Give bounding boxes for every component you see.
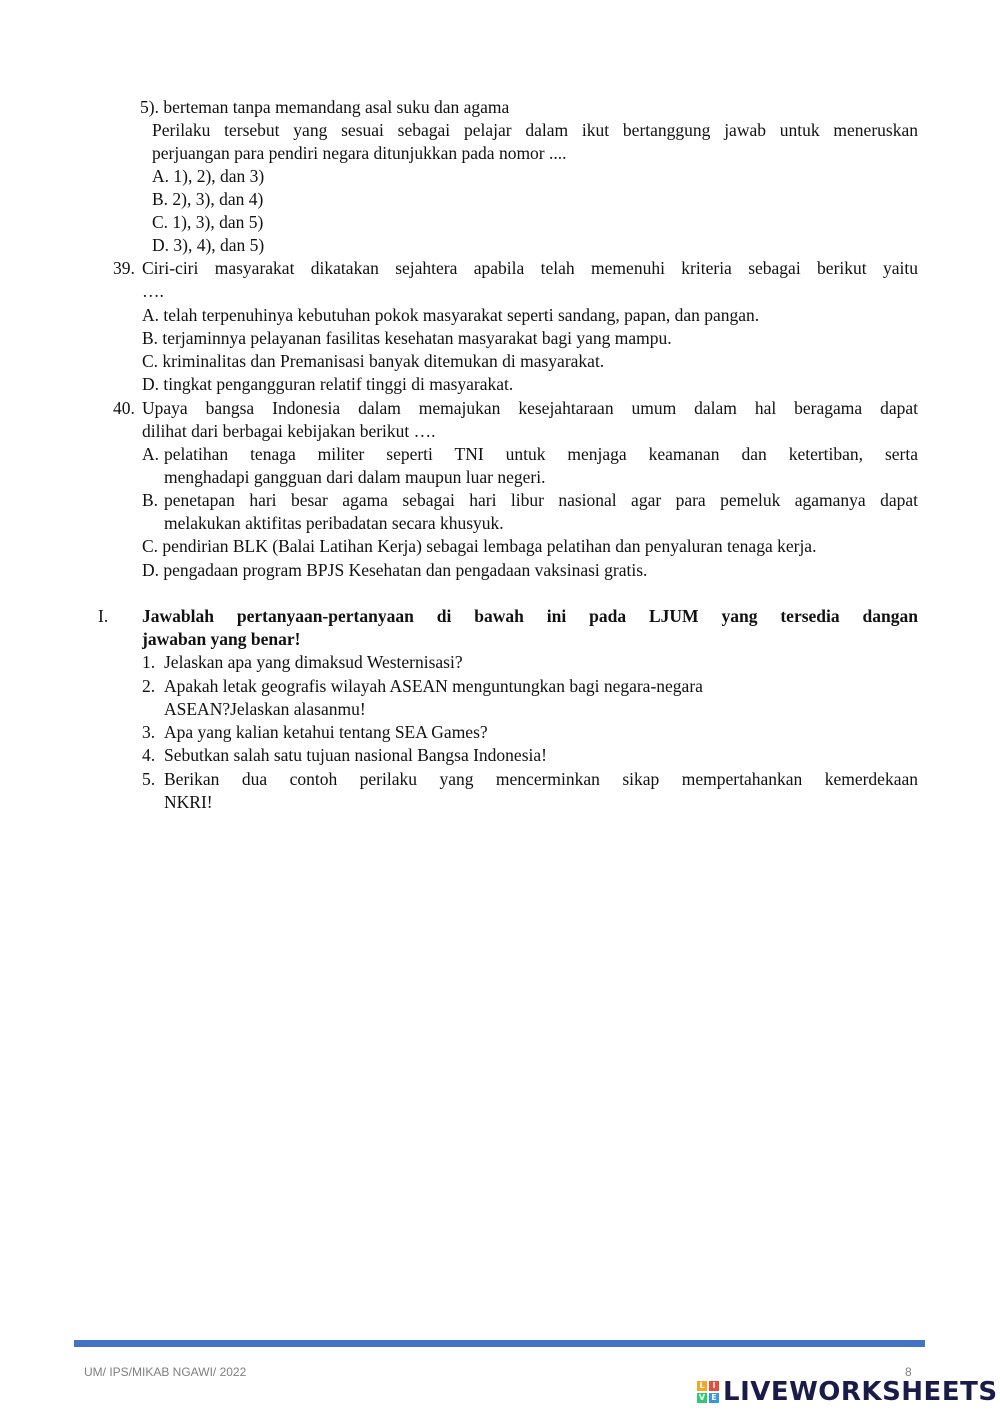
question-number-40: 40. (113, 398, 135, 418)
question-stem-line-2: perjuangan para pendiri negara ditunjukkan pada nomor .... (152, 143, 567, 163)
badge-letter-i: I (709, 1381, 719, 1391)
essay-number-4: 4. (142, 745, 156, 765)
badge-letter-e: E (709, 1393, 719, 1403)
essay-number-3: 3. (142, 722, 156, 742)
q39-option-a: A. telah terpenuhinya kebutuhan pokok masyarakat seperti sandang, papan, dan pangan. (142, 305, 760, 325)
question-stem-line-1: Perilaku tersebut yang sesuai sebagai pelajar dalam ikut bertanggung jawab untuk meneruskan (152, 120, 918, 140)
liveworksheets-badge-icon (697, 1381, 719, 1403)
footer-rule (74, 1340, 925, 1347)
option-c: C. 1), 3), dan 5) (152, 212, 264, 232)
badge-letter-l: L (697, 1381, 707, 1391)
section-title-line-2: jawaban yang benar! (142, 629, 301, 649)
q40-option-a-line-1: pelatihan tenaga militer seperti TNI untuk menjaga keamanan dan ketertiban, serta (164, 444, 918, 464)
q39-stem-line-1: Ciri-ciri masyarakat dikatakan sejahtera apabila telah memenuhi kriteria sebagai berikut yaitu (142, 258, 918, 278)
q39-option-d: D. tingkat pengangguran relatif tinggi di masyarakat. (142, 374, 514, 394)
footer-page-number: 8 (905, 1365, 912, 1379)
badge-letter-v: V (698, 1393, 706, 1402)
q40-option-d: D. pengadaan program BPJS Kesehatan dan pengadaan vaksinasi gratis. (142, 560, 648, 580)
essay-question-2-line-1: Apakah letak geografis wilayah ASEAN menguntungkan bagi negara-negara (164, 676, 703, 696)
essay-question-2-line-2: ASEAN?Jelaskan alasanmu! (164, 699, 366, 719)
q40-option-b-line-1: penetapan hari besar agama sebagai hari libur nasional agar para pemeluk agamanya dapat (164, 490, 918, 510)
statement-item-5: 5). berteman tanpa memandang asal suku dan agama (140, 97, 510, 117)
q40-option-b-line-2: melakukan aktifitas peribadatan secara khusyuk. (164, 513, 504, 533)
q40-stem-line-1: Upaya bangsa Indonesia dalam memajukan kesejahtaraan umum dalam hal beragama dapat (142, 398, 918, 418)
essay-question-1: Jelaskan apa yang dimaksud Westernisasi? (164, 652, 463, 672)
q39-option-c: C. kriminalitas dan Premanisasi banyak ditemukan di masyarakat. (142, 351, 605, 371)
essay-question-5-line-2: NKRI! (164, 792, 213, 812)
option-d: D. 3), 4), dan 5) (152, 235, 265, 255)
footer-document-code: UM/ IPS/MIKAB NGAWI/ 2022 (84, 1365, 247, 1379)
essay-question-4: Sebutkan salah satu tujuan nasional Bangsa Indonesia! (164, 745, 547, 765)
liveworksheets-wordmark: LIVEWORKSHEETS (723, 1376, 998, 1407)
essay-question-3: Apa yang kalian ketahui tentang SEA Games? (164, 722, 488, 742)
option-b: B. 2), 3), dan 4) (152, 189, 264, 209)
q39-option-b: B. terjaminnya pelayanan fasilitas kesehatan masyarakat bagi yang mampu. (142, 328, 672, 348)
essay-number-2: 2. (142, 676, 156, 696)
essay-question-5-line-1: Berikan dua contoh perilaku yang mencerminkan sikap mempertahankan kemerdekaan (164, 769, 918, 789)
q40-option-b-letter: B. (142, 490, 159, 510)
q40-option-a-line-2: menghadapi gangguan dari dalam maupun luar negeri. (164, 467, 546, 487)
option-a: A. 1), 2), dan 3) (152, 166, 265, 186)
liveworksheets-logo (697, 1377, 998, 1407)
q40-option-a-letter: A. (142, 444, 160, 464)
question-number-39: 39. (113, 258, 135, 278)
essay-number-5: 5. (142, 769, 156, 789)
q40-option-c: C. pendirian BLK (Balai Latihan Kerja) sebagai lembaga pelatihan dan penyaluran tenaga kerja. (142, 536, 817, 556)
q39-stem-line-2: …. (142, 281, 164, 301)
section-title-line-1: Jawablah pertanyaan-pertanyaan di bawah ini pada LJUM yang tersedia dangan (142, 606, 918, 626)
q40-stem-line-2: dilihat dari berbagai kebijakan berikut …. (142, 421, 436, 441)
section-numeral: I. (98, 606, 109, 626)
essay-number-1: 1. (142, 652, 156, 672)
